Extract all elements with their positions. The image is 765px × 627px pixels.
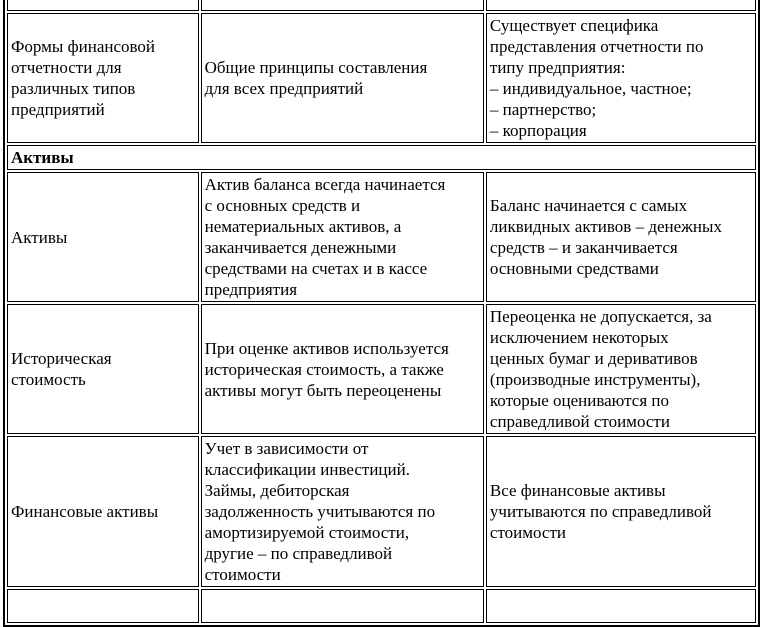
text-line: Общие принципы составления bbox=[204, 58, 428, 77]
text-line: Историческая bbox=[11, 349, 112, 368]
table-cell bbox=[7, 0, 199, 11]
table-cell bbox=[201, 589, 484, 623]
text-line: нематериальных активов, а bbox=[204, 217, 402, 236]
table-row-cut-bottom bbox=[7, 589, 756, 623]
text-line: амортизируемой стоимости, bbox=[204, 523, 410, 542]
text-line: Баланс начинается с самых bbox=[489, 196, 688, 215]
text-line: – партнерство; bbox=[489, 100, 597, 119]
table-cell bbox=[7, 589, 199, 623]
text-line: Существует специфика bbox=[489, 16, 659, 35]
text-line: представления отчетности по bbox=[489, 37, 704, 56]
text-line: ликвидных активов – денежных bbox=[489, 217, 722, 236]
cell-forms-col3 bbox=[486, 13, 756, 143]
text-line: – индивидуальное, частное; bbox=[489, 79, 692, 98]
table-cell bbox=[486, 589, 756, 623]
text-line: классификации инвестиций. bbox=[204, 460, 410, 479]
cell-financial-col3 bbox=[486, 436, 756, 587]
text-line: которые оцениваются по bbox=[489, 391, 670, 410]
text-line: с основных средств и bbox=[204, 196, 361, 215]
section-heading-assets: Активы bbox=[7, 145, 756, 170]
text-line: Учет в зависимости от bbox=[204, 439, 369, 458]
comparison-table bbox=[3, 0, 760, 627]
table-cell bbox=[486, 0, 756, 11]
text-line: для всех предприятий bbox=[204, 79, 364, 98]
text-line: средств – и заканчивается bbox=[489, 238, 678, 257]
cell-assets-col2 bbox=[201, 172, 484, 302]
text-line: Актив баланса всегда начинается bbox=[204, 175, 446, 194]
table-row-section-assets bbox=[7, 145, 756, 170]
text-line: (производные инструменты), bbox=[489, 370, 701, 389]
text-line: активы могут быть переоценены bbox=[204, 380, 442, 400]
text-line: стоимость bbox=[11, 370, 86, 389]
cell-historical-col2 bbox=[201, 304, 484, 434]
text-line: предприятий bbox=[11, 100, 105, 119]
text-line: Переоценка не допускается, за bbox=[489, 307, 712, 326]
text-line: Все финансовые активы bbox=[489, 481, 666, 500]
text-line: Формы финансовой bbox=[11, 37, 156, 56]
text-line: Займы, дебиторская bbox=[204, 481, 350, 500]
text-line: отчетности для bbox=[11, 58, 122, 77]
text-line: историческая стоимость, а также bbox=[204, 359, 444, 379]
text-line: основными средствами bbox=[489, 259, 659, 278]
text-line: стоимости bbox=[204, 565, 281, 584]
cell-forms-label bbox=[7, 13, 199, 143]
text-line: заканчивается денежными bbox=[204, 238, 397, 257]
table-cell bbox=[201, 0, 484, 11]
text-line: Активы bbox=[11, 227, 68, 247]
text-line: учитываются по справедливой bbox=[489, 502, 712, 521]
text-line: исключением некоторых bbox=[489, 328, 669, 347]
text-line: – корпорация bbox=[489, 121, 587, 140]
text-line: средствами на счетах и в кассе bbox=[204, 259, 428, 278]
text-line: различных типов bbox=[11, 79, 136, 98]
cell-financial-label bbox=[7, 436, 199, 587]
cell-forms-col2 bbox=[201, 13, 484, 143]
cell-assets-label bbox=[7, 172, 199, 302]
cell-historical-label bbox=[7, 304, 199, 434]
table-row-historical bbox=[7, 304, 756, 434]
cell-historical-col3 bbox=[486, 304, 756, 434]
table-row-forms bbox=[7, 13, 756, 143]
cell-financial-col2 bbox=[201, 436, 484, 587]
text-line: Финансовые активы bbox=[11, 502, 159, 521]
text-line: другие – по справедливой bbox=[204, 544, 393, 563]
text-line: стоимости bbox=[489, 523, 567, 542]
table-row-assets bbox=[7, 172, 756, 302]
text-line: ценных бумаг и деривативов bbox=[489, 349, 698, 368]
text-line: При оценке активов используется bbox=[204, 338, 449, 358]
text-line: предприятия bbox=[204, 280, 298, 299]
text-line: задолженность учитываются по bbox=[204, 502, 436, 521]
text-line: типу предприятия: bbox=[489, 58, 626, 77]
text-line: справедливой стоимости bbox=[489, 412, 670, 431]
table-row-cut-top bbox=[7, 0, 756, 11]
table-row-financial bbox=[7, 436, 756, 587]
cell-assets-col3 bbox=[486, 172, 756, 302]
